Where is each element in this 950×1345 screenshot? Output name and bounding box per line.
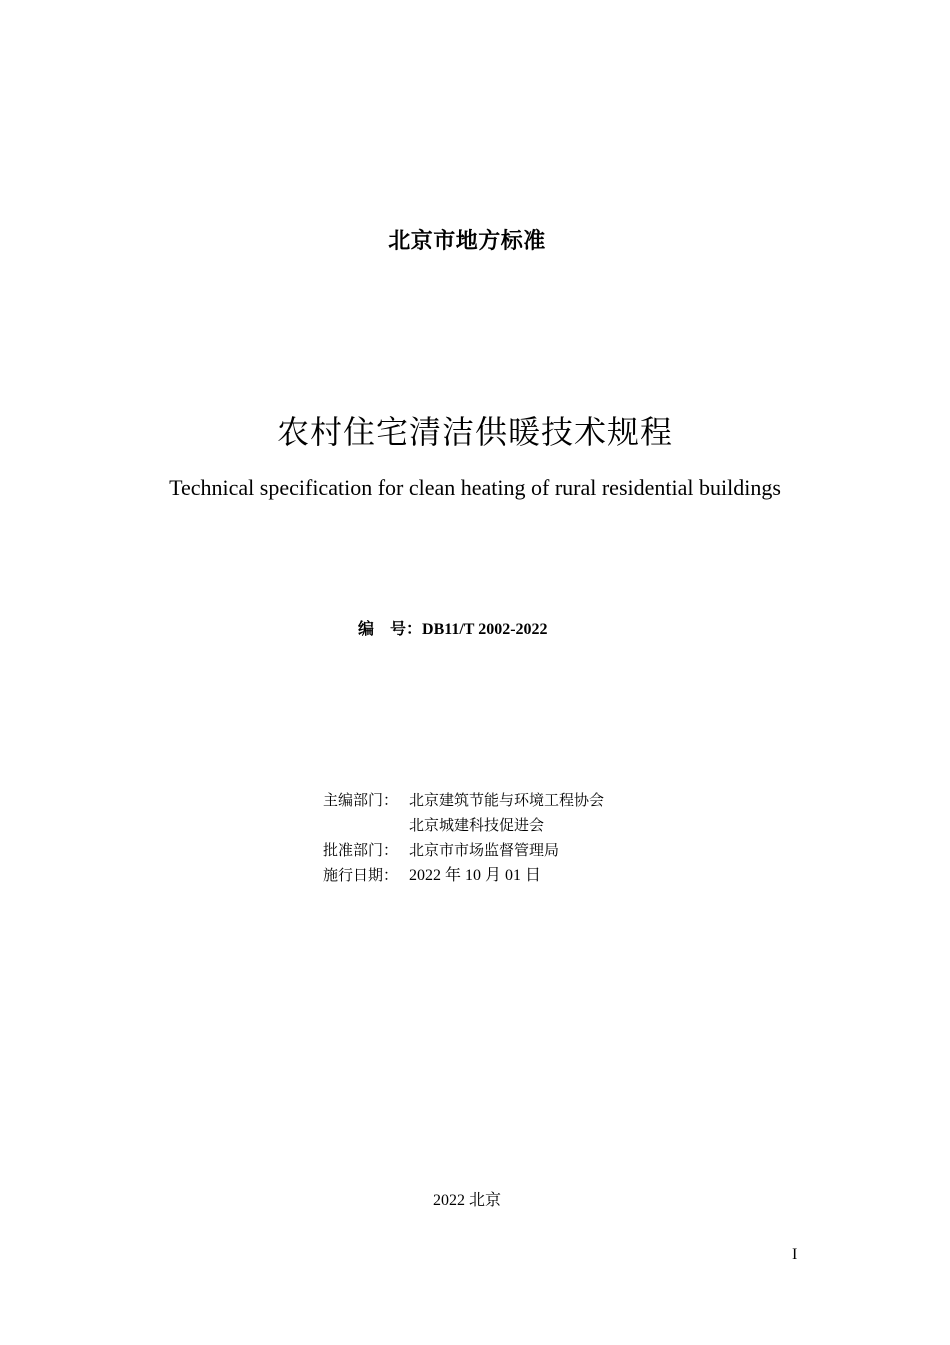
effective-date-label: 施行日期： <box>323 866 399 884</box>
chief-editor-row <box>323 788 604 813</box>
standard-code-label: 编 号： <box>358 619 423 638</box>
chief-editor-row-2 <box>323 813 604 838</box>
chief-editor-label-spacer <box>323 813 409 838</box>
approval-label: 批准部门： <box>323 841 399 859</box>
standard-type-heading: 北京市地方标准 <box>388 229 546 254</box>
approval-value: 北京市市场监督管理局 <box>409 841 560 859</box>
approval-row <box>323 838 604 863</box>
effective-date-row <box>323 863 604 888</box>
document-title-chinese: 农村住宅清洁供暖技术规程 <box>276 413 673 451</box>
standard-code-value: DB11/T 2002-2022 <box>422 621 548 638</box>
chief-editor-value-1: 北京建筑节能与环境工程协会 <box>409 791 605 809</box>
page-number: I <box>792 1246 798 1263</box>
chief-editor-value-2: 北京城建科技促进会 <box>409 816 545 834</box>
effective-date-value: 2022 年 10 月 01 日 <box>409 867 542 884</box>
document-title-english: Technical specification for clean heating of rural residential buildings <box>169 475 781 500</box>
standard-code <box>358 616 548 639</box>
footer-year-place: 2022 北京 <box>432 1192 501 1209</box>
chief-editor-label: 主编部门： <box>323 791 399 809</box>
publication-info <box>323 788 604 888</box>
